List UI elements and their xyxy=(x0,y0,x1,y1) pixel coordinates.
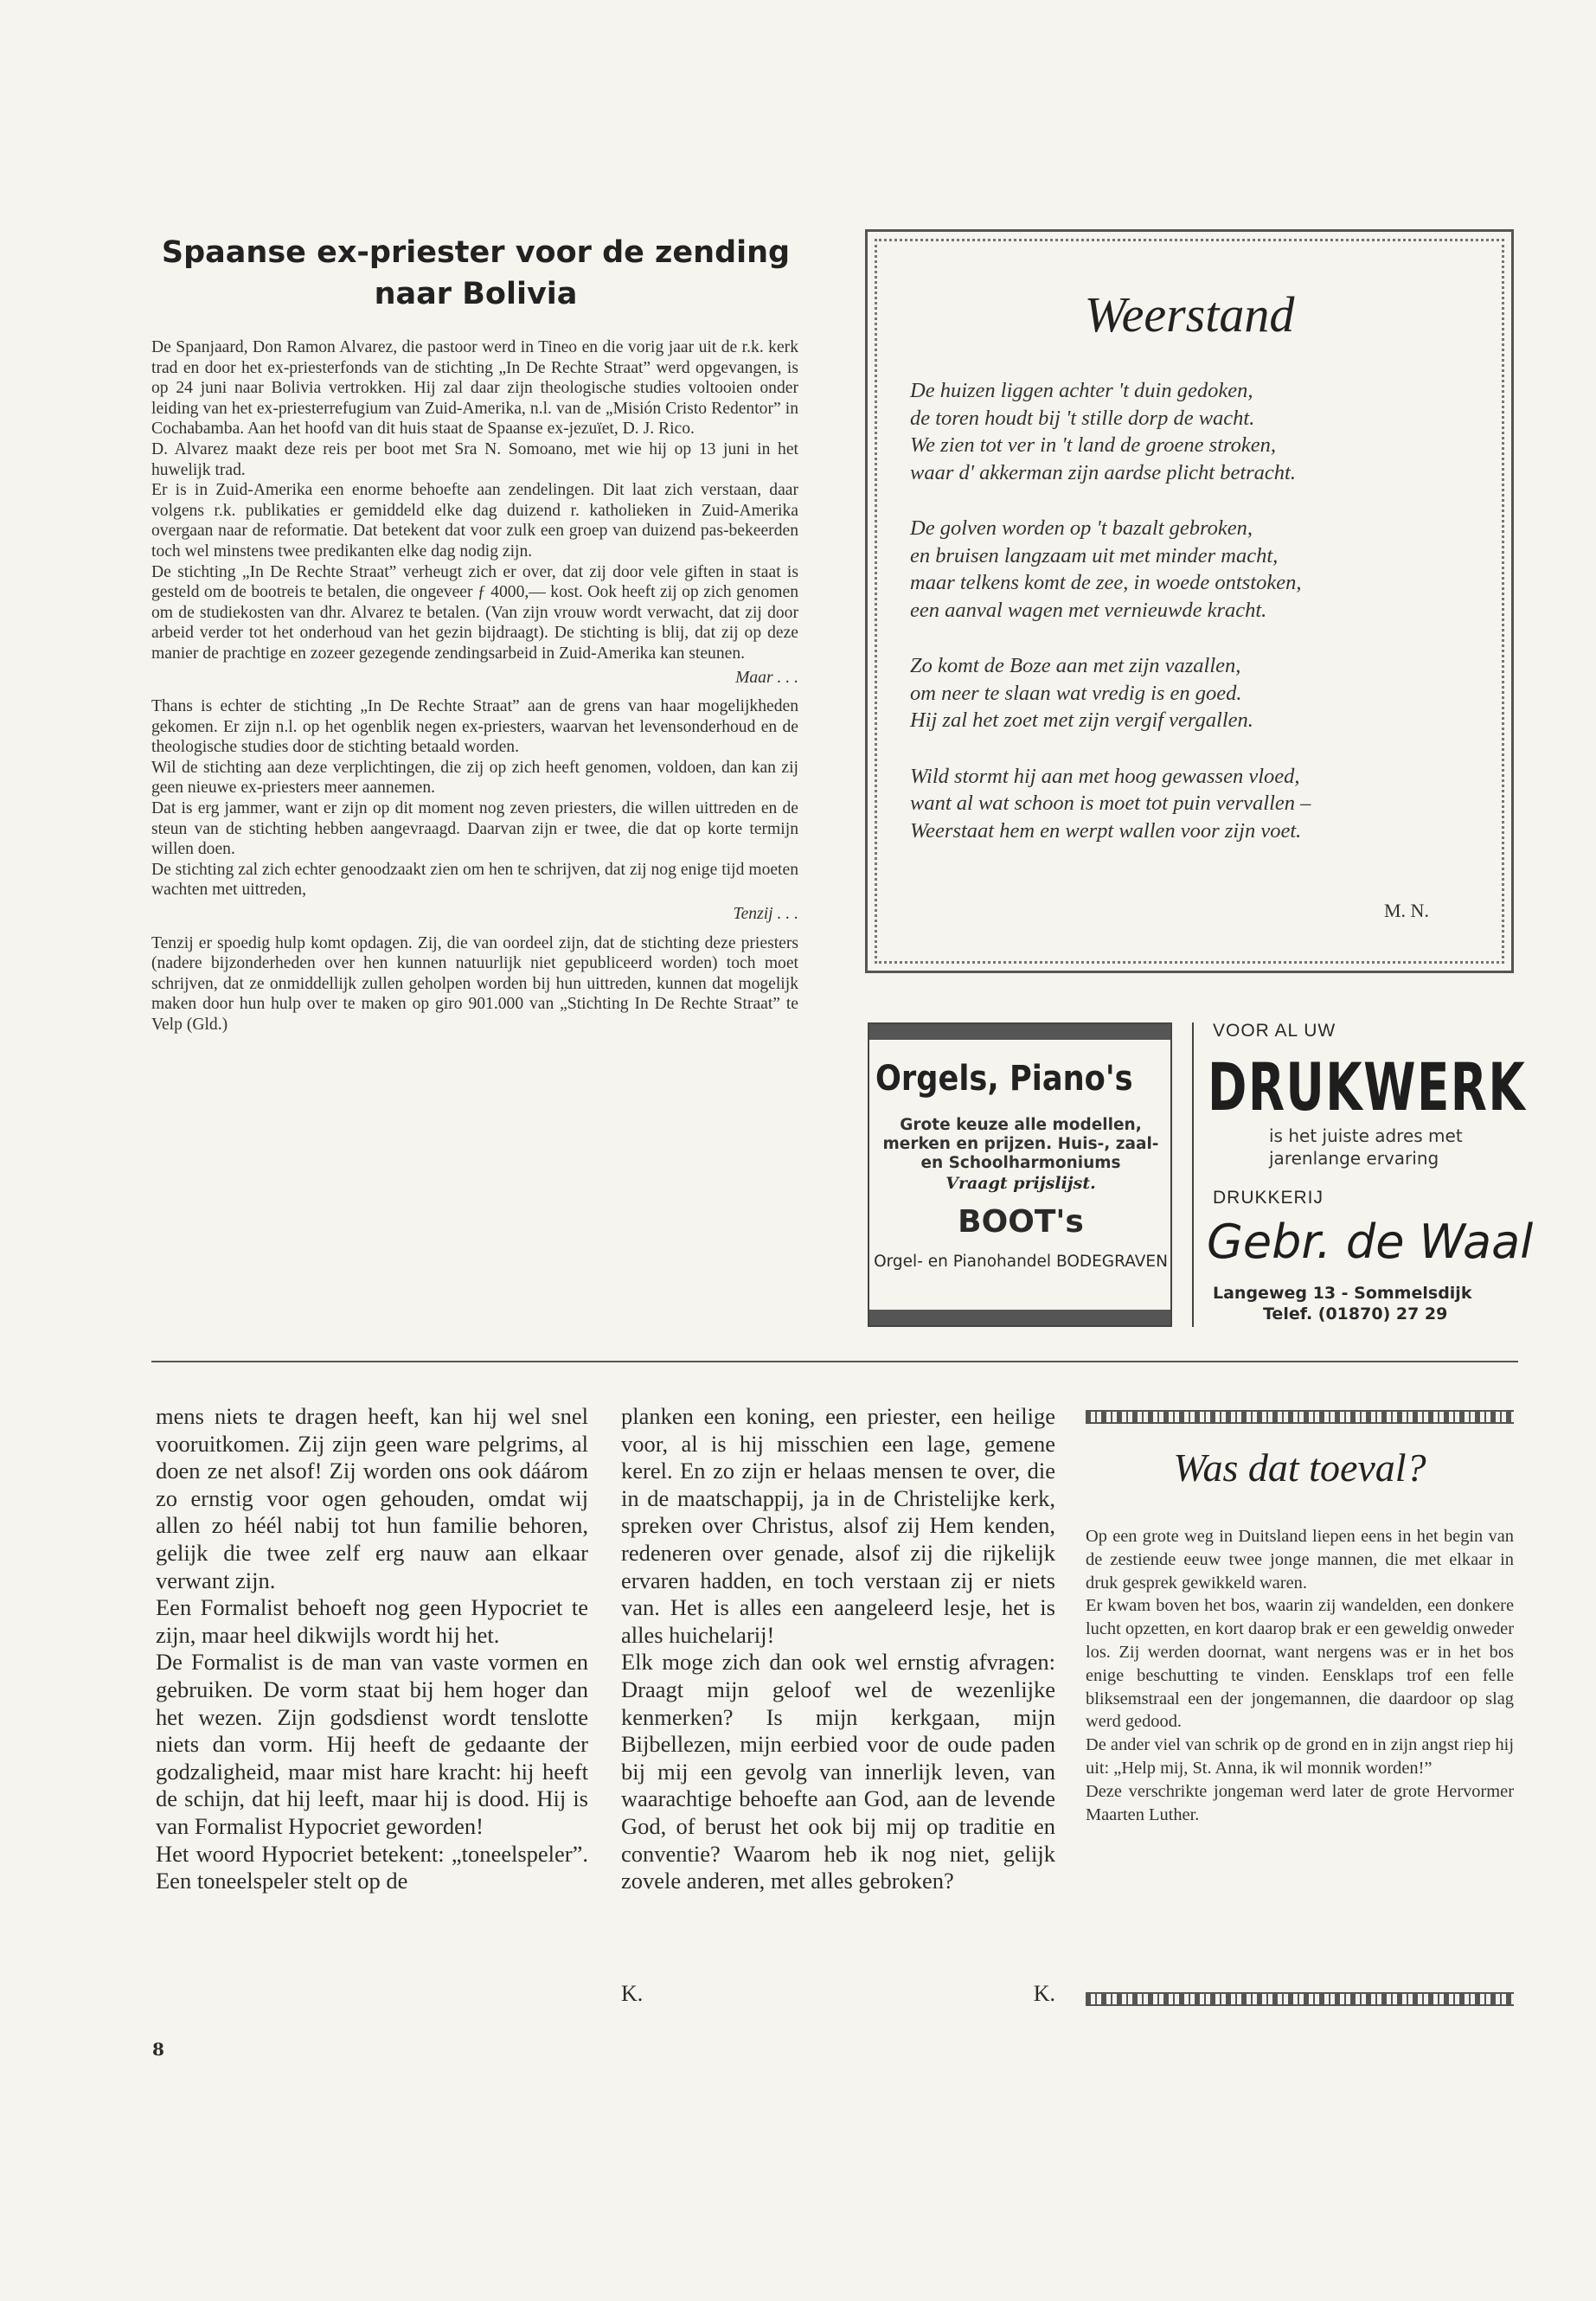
article-body xyxy=(151,337,798,1035)
column-paragraph: Het woord Hypocriet betekent: „toneelspeler”. Een toneelspeler stelt op de xyxy=(156,1840,588,1894)
organ-ad-heading: Orgels, Piano's xyxy=(875,1059,1133,1099)
subheading-maar: Maar . . . xyxy=(735,668,798,687)
toeval-paragraph: Er kwam boven het bos, waarin zij wandelden, een donkere lucht opzetten, en kort daarop brak er een geweldig onweder los. Zij werden doornat, want nergens was er in het bos enige beschutting te vinden. Eensklaps trof een felle bliksemstraal een der jongemannen, die daardoor op slag werd gedood. xyxy=(1086,1596,1514,1732)
ad-top-bar xyxy=(869,1024,1170,1040)
article-paragraph: Er is in Zuid-Amerika een enorme behoefte aan zendelingen. Dit laat zich verstaan, daar volgens r.k. publikaties er gemiddeld elke dag duizend r. katholieken in Zuid-Amerika overgaan naar de reformatie. Dat betekent dat voor zulk een groep van duizend pas-bekeerden toch wel minstens twee predikanten elke dag nodig zijn. xyxy=(151,481,798,561)
toeval-paragraph: Op een grote weg in Duitsland liepen eens in het begin van de zestiende eeuw twee jonge mannen, die met elkaar in druk gesprek gewikkeld waren. xyxy=(1086,1527,1514,1593)
article-paragraph: De stichting „In De Rechte Straat” verheugt zich er over, dat zij door vele giften in staat is gesteld om de bootreis te betalen, die ongeveer ƒ 4000,— kost. Ook heeft zij op zich genomen om de studiekosten van dhr. Alvarez te betalen. (Van zijn vrouw wordt verwacht, dat zij door arbeid verder tot het onderhoud van het gezin bijdraagt). De stichting is blij, dat zij op deze manier de prachtige en zozeer gezegende zendingsarbeid in Zuid-Amerika kan steunen. xyxy=(151,562,798,663)
article-paragraph: D. Alvarez maakt deze reis per boot met Sra N. Somoano, met wie hij op 13 juni in het huwelijk trad. xyxy=(151,439,798,479)
poem-line: maar telkens komt de zee, in woede ontstoken, xyxy=(910,571,1302,594)
poem-line: want al wat schoon is moet tot puin vervallen – xyxy=(910,792,1311,815)
signature-right: K. xyxy=(1033,1981,1055,2006)
poem-signature: M. N. xyxy=(1384,900,1429,921)
ornament-border-bottom xyxy=(1086,1992,1514,2006)
print-ad-address: Langeweg 13 - Sommelsdijk xyxy=(1213,1284,1472,1303)
subheading-tenzij: Tenzij . . . xyxy=(733,905,798,924)
ad-bottom-bar xyxy=(869,1310,1170,1325)
poem-line: Weerstaat hem en werpt wallen voor zijn voet. xyxy=(910,818,1302,843)
poem-stanza xyxy=(910,763,1481,845)
poem-body xyxy=(910,377,1481,873)
article-paragraph: De stichting zal zich echter genoodzaakt zien om hen te schrijven, dat zij nog enige tijd moeten wachten met uittreden, xyxy=(151,860,798,900)
poem-line: Hij zal het zoet met zijn vergif vergallen. xyxy=(910,708,1253,732)
toeval-title: Was dat toeval? xyxy=(1173,1445,1426,1490)
print-ad-heading: DRUKWERK xyxy=(1208,1048,1527,1125)
toeval-paragraph: Deze verschrikte jongeman werd later de grote Hervormer Maarten Luther. xyxy=(1086,1781,1514,1824)
toeval-body xyxy=(1086,1525,1514,1826)
article-paragraph: Wil de stichting aan deze verplichtingen, die zij op zich heeft genomen, voldoen, dan kan zij geen nieuwe ex-priesters meer aannemen. xyxy=(151,758,798,798)
column-paragraph: Elk moge zich dan ook wel ernstig afvragen: Draagt mijn geloof wel de wezenlijke kenmerken? Is mijn kerkgaan, mijn Bijbellezen, mijn eerbied voor de oude paden bij mij een gevolg van innerlijk leven, van waarachtige behoefte aan God, aan de levende God, of berust het ook bij mij op traditie en conventie? Waarom heb ik nog niet, gelijk zovele anderen, met alles gebroken? xyxy=(621,1649,1055,1894)
column-2-signature xyxy=(621,1981,1055,2007)
poem-line: om neer te slaan wat vredig is en goed. xyxy=(910,681,1242,705)
poem-line: Wild stormt hij aan met hoog gewassen vloed, xyxy=(910,764,1300,788)
column-paragraph: Een Formalist behoeft nog geen Hypocriet te zijn, maar heel dikwijls wordt hij het. xyxy=(156,1594,588,1648)
poem-line: De golven worden op 't bazalt gebroken, xyxy=(910,516,1253,540)
poem-line: een aanval wagen met vernieuwde kracht. xyxy=(910,598,1267,622)
poem-line: en bruisen langzaam uit met minder macht, xyxy=(910,543,1279,567)
organ-ad-subtitle: Orgel- en Pianohandel BODEGRAVEN xyxy=(874,1253,1168,1271)
poem-title: Weerstand xyxy=(1084,286,1295,343)
poem-stanza xyxy=(910,377,1481,486)
poem-stanza xyxy=(910,652,1481,734)
poem-line: De huizen liggen achter 't duin gedoken, xyxy=(910,379,1253,402)
organ-ad-brand: BOOT's xyxy=(958,1204,1084,1240)
column-paragraph: De Formalist is de man van vaste vormen en gebruiken. De vorm staat bij hem hoger dan het wezen. Zijn godsdienst wordt tenslotte niets dan vorm. Hij heeft de gedaante der godzaligheid, maar mist hare kracht: hij heeft de schijn, dat hij leeft, maar hij is dood. Hij is van Formalist Hypocriet geworden! xyxy=(156,1649,588,1839)
print-ad-phone: Telef. (01870) 27 29 xyxy=(1263,1304,1448,1324)
column-paragraph: planken een koning, een priester, een heilige voor, al is hij misschien een lage, gemene kerel. En zo zijn er helaas mensen te over, die in de maatschappij, ja in de Christelijke kerk, spreken over Christus, alsof zij Hem kenden, redeneren over genade, alsof zij die rijkelijk ervaren hadden, en toch verstaan zij er niets van. Het is alles een aangeleerd lesje, het is alles huichelarij! xyxy=(621,1403,1055,1648)
article-paragraph: De Spanjaard, Don Ramon Alvarez, die pastoor werd in Tineo en die vorig jaar uit de r.k. kerk trad en door het ex-priesterfonds van de stichting „In De Rechte Straat” werd opgevangen, is op 24 juni naar Bolivia vertrokken. Hij zal daar zijn theologische studies voltooien onder leiding van het ex-priesterrefugium van Zuid-Amerika, n.l. van de „Misión Cristo Redentor” in Cochabamba. Aan het hoofd van dit huis staat de Spaanse ex-jezuïet, D. J. Rico. xyxy=(151,338,798,439)
page-number: 8 xyxy=(152,2039,164,2060)
poem-line: de toren houdt bij 't stille dorp de wacht. xyxy=(910,406,1255,430)
organ-ad-text: Grote keuze alle modellen, merken en prijzen. Huis-, zaal- en Schoolharmoniums xyxy=(882,1116,1159,1172)
section-divider xyxy=(151,1361,1518,1362)
toeval-paragraph: De ander viel van schrik op de grond en in zijn angst riep hij uit: „Help mij, St. Anna, ik wil monnik worden!” xyxy=(1086,1735,1514,1778)
print-ad-text: is het juiste adres met jarenlange ervaring xyxy=(1269,1125,1463,1169)
column-paragraph: mens niets te dragen heeft, kan hij wel snel vooruitkomen. Zij zijn geen ware pelgrims, al doen ze net alsof! Zij worden ons ook dáárom zo ernstig voor ogen gehouden, omdat wij allen zo héél nabij tot hun familie behoren, gelijk die twee zelf erg nauw aan elkaar verwant zijn. xyxy=(156,1403,588,1593)
article-paragraph: Tenzij er spoedig hulp komt opdagen. Zij, die van oordeel zijn, dat de stichting deze priesters (nadere bijzonderheden over hen kunnen natuurlijk niet gepubliceerd worden) toch moet schrijven, dat ze onmiddellijk zullen geholpen worden bij hun uittreden, kunnen dat mogelijk maken door hun hulp over te maken op giro 901.000 van „Stichting In De Rechte Straat” te Velp (Gld.) xyxy=(151,933,798,1034)
signature-left: K. xyxy=(621,1981,644,2006)
print-ad-label: DRUKKERIJ xyxy=(1213,1188,1324,1208)
article-title: Spaanse ex-priester voor de zending naar Bolivia xyxy=(161,235,791,311)
print-ad-company: Gebr. de Waal xyxy=(1207,1215,1534,1269)
ornament-border-top xyxy=(1086,1410,1514,1424)
column-2 xyxy=(621,1403,1055,1895)
poem-line: We zien tot ver in 't land de groene stroken, xyxy=(910,433,1277,457)
article-paragraph: Dat is erg jammer, want er zijn op dit moment nog zeven priesters, die willen uittreden en de steun van de stichting hebben aangevraagd. Daarvan zijn er twee, die dat op korte termijn willen doen. xyxy=(151,799,798,859)
column-1 xyxy=(156,1403,588,1895)
print-ad-top: VOOR AL UW xyxy=(1213,1021,1336,1041)
poem-stanza xyxy=(910,515,1481,624)
poem-line: Zo komt de Boze aan met zijn vazallen, xyxy=(910,654,1241,677)
organ-ad-pricelist: Vraagt prijslijst. xyxy=(945,1174,1096,1193)
print-ad-divider xyxy=(1192,1022,1194,1327)
poem-line: waar d' akkerman zijn aardse plicht betracht. xyxy=(910,460,1296,484)
article-paragraph: Thans is echter de stichting „In De Rechte Straat” aan de grens van haar mogelijkheden gekomen. Er zijn n.l. op het ogenblik negen ex-priesters, waarvan het levensonderhoud en de theologische studies door de stichting betaald worden. xyxy=(151,697,798,757)
